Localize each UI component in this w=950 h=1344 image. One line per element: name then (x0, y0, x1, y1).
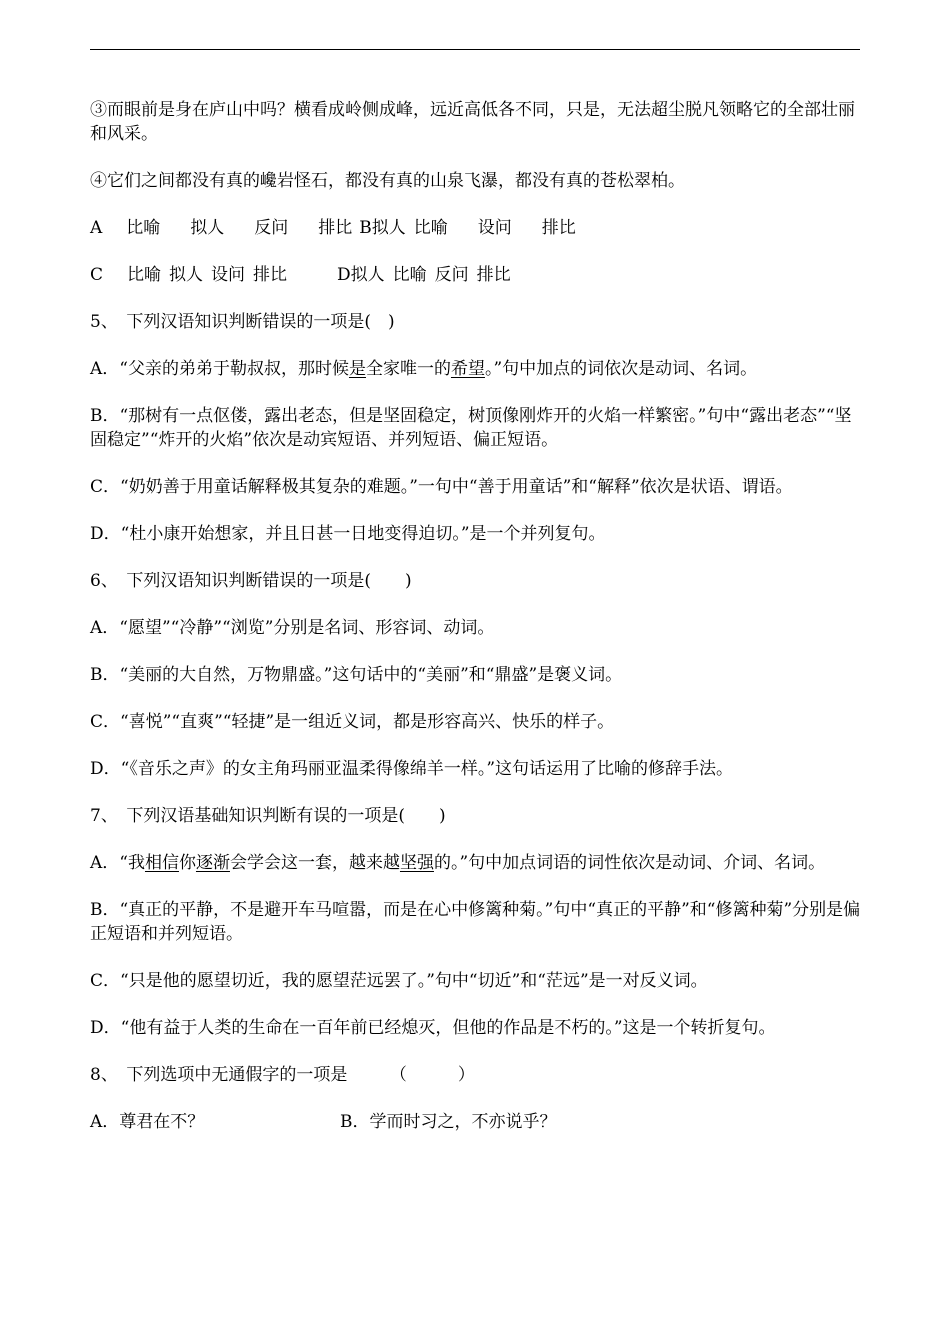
q5-stem: 5、 下列汉语知识判断错误的一项是( ) (90, 312, 395, 332)
q6-stem: 6、 下列汉语知识判断错误的一项是( ) (90, 571, 412, 591)
q4-c-item-2: 拟人 (169, 265, 204, 285)
q6-option-a: A．“愿望”“冷静”“浏览”分别是名词、形容词、动词。 (90, 618, 495, 638)
q4-d-item-3: 反问 (434, 265, 469, 285)
q7-dotted-word-2: 逐渐 (195, 853, 230, 873)
q4-b-item-4: 排比 (541, 218, 576, 238)
q4-b-item-1: 拟人 (371, 218, 406, 238)
q6-option-d: D．“《音乐之声》的女主角玛丽亚温柔得像绵羊一样。”这句话运用了比喻的修辞手法。 (90, 759, 734, 779)
q4-b-label: B (359, 218, 372, 238)
q4-options-cd (90, 263, 865, 287)
q4-a-item-4: 排比 (318, 218, 353, 238)
q4-c-item-1: 比喻 (127, 265, 162, 285)
q7-option-d: D．“他有益于人类的生命在一百年前已经熄灭，但他的作品是不朽的。”这是一个转折复句。 (90, 1018, 776, 1038)
q8-stem: 8、 下列选项中无通假字的一项是 （ ） (90, 1065, 475, 1085)
q6-option-b: B．“美丽的大自然，万物鼎盛。”这句话中的“美丽”和“鼎盛”是褒义词。 (90, 665, 623, 685)
q5-dotted-word-1: 是 (348, 359, 366, 379)
q4-a-item-1: 比喻 (126, 218, 161, 238)
header-rule (90, 49, 860, 50)
q4-options-ab (90, 216, 865, 240)
q5-option-d: D．“杜小康开始想家，并且日甚一日地变得迫切。”是一个并列复句。 (90, 524, 606, 544)
q5-dotted-word-2: 希望 (450, 359, 485, 379)
q4-a-item-2: 拟人 (190, 218, 225, 238)
q8-options (90, 1110, 865, 1134)
q4-b-item-2: 比喻 (413, 218, 448, 238)
q4-d-item-2: 比喻 (392, 265, 427, 285)
q7-option-c: C．“只是他的愿望切近，我的愿望茫远罢了。”句中“切近”和“茫远”是一对反义词。 (90, 971, 708, 991)
document-body (90, 98, 865, 1134)
q6-option-c: C．“喜悦”“直爽”“轻捷”是一组近义词，都是形容高兴、快乐的样子。 (90, 712, 615, 732)
intro-line-4: ④它们之间都没有真的巉岩怪石，都没有真的山泉飞瀑，都没有真的苍松翠柏。 (90, 171, 685, 191)
q4-d-item-4: 排比 (476, 265, 511, 285)
q7-stem: 7、 下列汉语基础知识判断有误的一项是( ) (90, 806, 446, 826)
q4-c-item-3: 设问 (211, 265, 246, 285)
q4-c-item-4: 排比 (253, 265, 288, 285)
q8-option-b: B．学而时习之，不亦说乎？ (340, 1112, 557, 1132)
q5-option-c: C．“奶奶善于用童话解释极其复杂的难题。”一句中“善于用童话”和“解释”依次是状语、谓语。 (90, 477, 793, 497)
q7-option-b: B．“真正的平静，不是避开车马喧嚣，而是在心中修篱种菊。”句中“真正的平静”和“修篱种菊”分别是偏正短语和并列短语。 (90, 900, 861, 944)
q4-c-label: C (90, 265, 104, 285)
q8-option-a: A．尊君在不？ (90, 1112, 205, 1132)
q4-a-item-3: 反问 (254, 218, 289, 238)
q7-dotted-word-3: 坚强 (399, 853, 434, 873)
q4-d-item-1: 拟人 (350, 265, 385, 285)
q4-d-label: D (337, 265, 351, 285)
q7-dotted-word-1: 相信 (144, 853, 179, 873)
q4-b-item-3: 设问 (477, 218, 512, 238)
intro-line-3: ③而眼前是身在庐山中吗？横看成岭侧成峰，远近高低各不同，只是，无法超尘脱凡领略它的全部壮丽和风采。 (90, 100, 855, 144)
q7-option-a: A．“我相信你逐渐会学会这一套，越来越坚强的。”句中加点词语的词性依次是动词、介词、名词。 (90, 853, 826, 873)
q5-option-b: B．“那树有一点伛偻，露出老态，但是坚固稳定，树顶像刚炸开的火焰一样繁密。”句中“露出老态”“坚固稳定”“炸开的火焰”依次是动宾短语、并列短语、偏正短语。 (90, 406, 852, 450)
q4-a-label: A (90, 218, 103, 238)
q5-option-a: A．“父亲的弟弟于勒叔叔，那时候是全家唯一的希望。”句中加点的词依次是动词、名词。 (90, 359, 758, 379)
